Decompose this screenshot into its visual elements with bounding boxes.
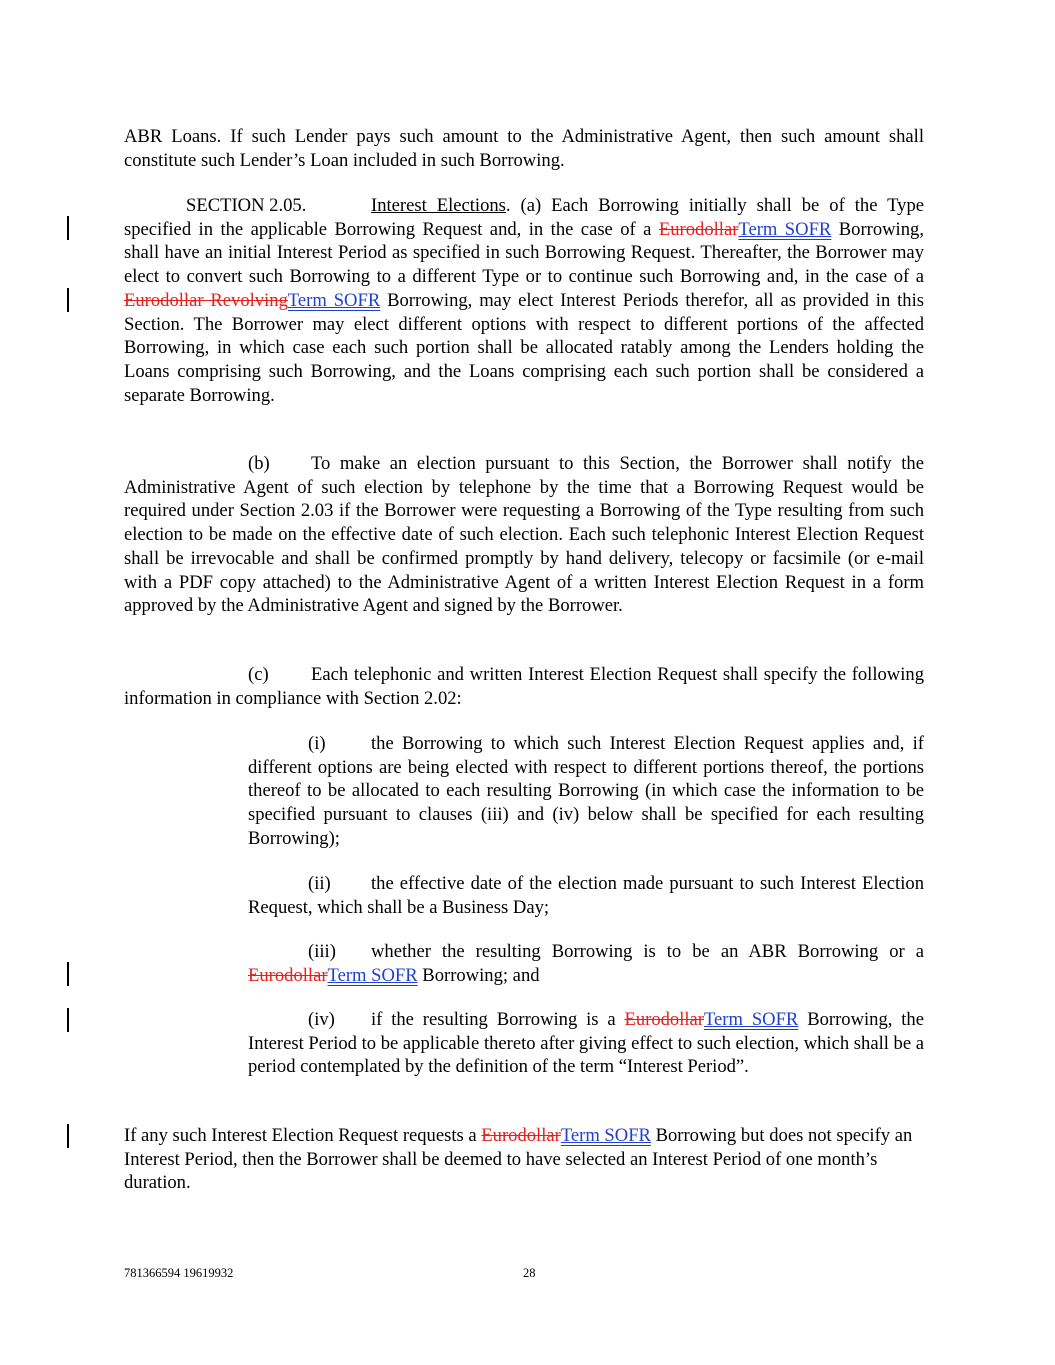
deleted-text: Eurodollar Revolving [124, 289, 288, 311]
section-number: SECTION 2.05. [186, 195, 307, 216]
deleted-text: Eurodollar [658, 218, 739, 240]
inserted-text: Term SOFR [560, 1125, 651, 1146]
change-bar [67, 216, 69, 240]
deleted-text: Eurodollar [248, 964, 328, 986]
clause-label: (i) [308, 733, 326, 754]
clause-i: (i) the Borrowing to which such Interest Election Request applies and, if different options are being elected with respect to different portions thereof, the portions thereof to be allocated to each resulting Borrowing (in which case the information to be specified pursuant to clauses (iii) and (iv) below shall be specified for each resulting Borrowing); [248, 733, 924, 849]
clause-label: (c) [248, 664, 269, 685]
paragraph-c: (c) Each telephonic and written Interest Election Request shall specify the following information in compliance with Section 2.02: [124, 664, 924, 709]
deleted-text: Eurodollar [624, 1009, 704, 1030]
paragraph-b: (b) To make an election pursuant to this Section, the Borrower shall notify the Administrative Agent of such election by telephone by the time that a Borrowing Request would be required under Section 2.03 if the Borrower were requesting a Borrowing of the Type resulting from such election to be made on the effective date of such election. Each such telephonic Interest Election Request shall be irrevocable and shall be confirmed promptly by hand delivery, telecopy or facsimile (or e-mail with a PDF copy attached) to the Administrative Agent of a written Interest Election Request in a form approved by the Administrative Agent and signed by the Borrower. [124, 453, 924, 617]
paragraph-abr-loans: ABR Loans. If such Lender pays such amount to the Administrative Agent, then such amount shall constitute such Lender’s Loan included in such Borrowing. [124, 126, 924, 171]
section-2-05-paragraph: SECTION 2.05. Interest Elections. (a) Each Borrowing initially shall be of the Type specified in the applicable Borrowing Request and, in the case of a EurodollarTerm SOFR Borrowing, shall have an initial Interest Period as specified in such Borrowing Request. Thereafter, the Borrower may elect to convert such Borrowing to a different Type or to continue such Borrowing and, in the case of a Eurodollar RevolvingTerm SOFR Borrowing, may elect Interest Periods therefor, all as provided in this Section. The Borrower may elect different options with respect to different portions of the affected Borrowing, in which case each such portion shall be allocated ratably among the Lenders holding the Loans comprising such Borrowing, and the Loans comprising each such portion shall be considered a separate Borrowing. [124, 195, 924, 406]
change-bar [67, 1124, 69, 1148]
change-bar [67, 288, 69, 312]
footer-doc-id: 781366594 19619932 [124, 1266, 234, 1280]
clause-iv: (iv) if the resulting Borrowing is a EurodollarTerm SOFR Borrowing, the Interest Period to be applicable thereto after giving effect to such election, which shall be a period contemplated by the definition of the term “Interest Period”. [248, 1009, 925, 1078]
footer-page-number: 28 [523, 1266, 536, 1280]
clause-label: (ii) [308, 873, 331, 894]
inserted-text: Term SOFR [704, 1009, 799, 1030]
deleted-text: Eurodollar [481, 1125, 561, 1146]
change-bar [67, 962, 69, 986]
clause-iii: (iii) whether the resulting Borrowing is to be an ABR Borrowing or a EurodollarTerm SOFR Borrowing; and [248, 941, 924, 986]
inserted-text: Term SOFR [738, 218, 832, 240]
change-bar [67, 1008, 69, 1032]
clause-ii: (ii) the effective date of the election made pursuant to such Interest Election Request, which shall be a Business Day; [248, 873, 924, 918]
closing-paragraph: If any such Interest Election Request requests a EurodollarTerm SOFR Borrowing but does not specify an Interest Period, then the Borrower shall be deemed to have selected an Interest Period of one month’s duration. [124, 1125, 913, 1194]
inserted-text: Term SOFR [327, 964, 418, 986]
section-title: Interest Elections [371, 195, 506, 216]
inserted-text: Term SOFR [287, 289, 381, 311]
clause-label: (iii) [308, 941, 336, 962]
clause-label: (iv) [308, 1009, 335, 1030]
clause-label: (b) [248, 453, 270, 474]
